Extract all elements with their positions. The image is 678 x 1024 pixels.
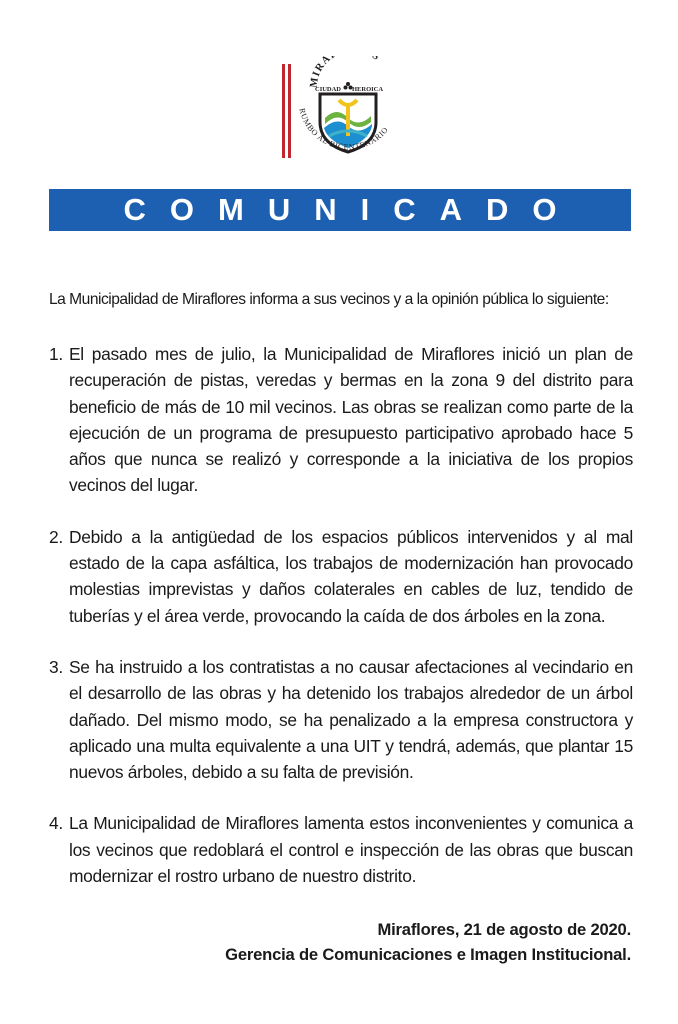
logo-left-label: CIUDAD: [315, 86, 341, 93]
red-stripe-right: [288, 64, 291, 158]
announcement-list: [49, 341, 633, 914]
list-item-text: El pasado mes de julio, la Municipalidad de Miraflores inició un plan de recuperación de pistas, veredas y bermas en la zona 9 del distrito para beneficio de más de 10 mil vecinos. Las obras se realizan como parte de la ejecución de un programa de presupuesto participativo aprobado hace 5 años que nunca se realizó y corresponde a la iniciativa de los propios vecinos del lugar.: [69, 344, 633, 496]
list-item: [49, 810, 633, 889]
list-item-text: La Municipalidad de Miraflores lamenta estos inconvenientes y comunica a los vecinos que redoblará el control e inspección de las obras que buscan modernizar el rostro urbano de nuestro distrito.: [69, 813, 633, 887]
signature-office: Gerencia de Comunicaciones e Imagen Institucional.: [225, 945, 631, 964]
intro-paragraph: La Municipalidad de Miraflores informa a sus vecinos y a la opinión pública lo siguiente:: [49, 291, 609, 308]
logo-right-label: HEROICA: [352, 86, 384, 93]
list-item-text: Se ha instruido a los contratistas a no causar afectaciones al vecindario en el desarrollo de las obras y ha detenido los trabajos alrededor de un árbol dañado. Del mismo modo, se ha penalizado a la empresa constructora y aplicado una multa equivalente a una UIT y tendrá, además, que plantar 15 nuevos árboles, debido a su falta de previsión.: [69, 656, 633, 783]
logo-bottom-arc-text: RUMBO AL BICENTENARIO: [297, 107, 391, 152]
list-item-number: 1.: [49, 344, 63, 364]
miraflores-logo: [279, 56, 403, 166]
miraflores-emblem: [279, 56, 403, 166]
page-title: COMUNICADO: [123, 192, 581, 227]
list-item: [49, 524, 633, 629]
list-item-text: Debido a la antigüedad de los espacios públicos intervenidos y al mal estado de la capa asfáltica, los trabajos de modernización han provocado molestias imprevistas y daños colaterales en cables de luz, tendido de tuberías y el área verde, provocando la caída de dos árboles en la zona.: [69, 526, 633, 626]
title-banner: [49, 189, 631, 231]
signature-place-date: Miraflores, 21 de agosto de 2020.: [377, 920, 631, 939]
list-item: [49, 341, 633, 499]
signature-block: [225, 917, 631, 967]
red-stripe-left: [282, 64, 285, 158]
logo-arc-text: MIRA S: [308, 56, 383, 89]
list-item: [49, 654, 633, 785]
svg-text:MIRAFLORES: [308, 56, 382, 88]
logo-clover-icon: [344, 82, 353, 90]
list-item-number: 4.: [49, 813, 63, 834]
list-item-number: 3.: [49, 656, 63, 677]
list-item-number: 2.: [49, 526, 63, 547]
